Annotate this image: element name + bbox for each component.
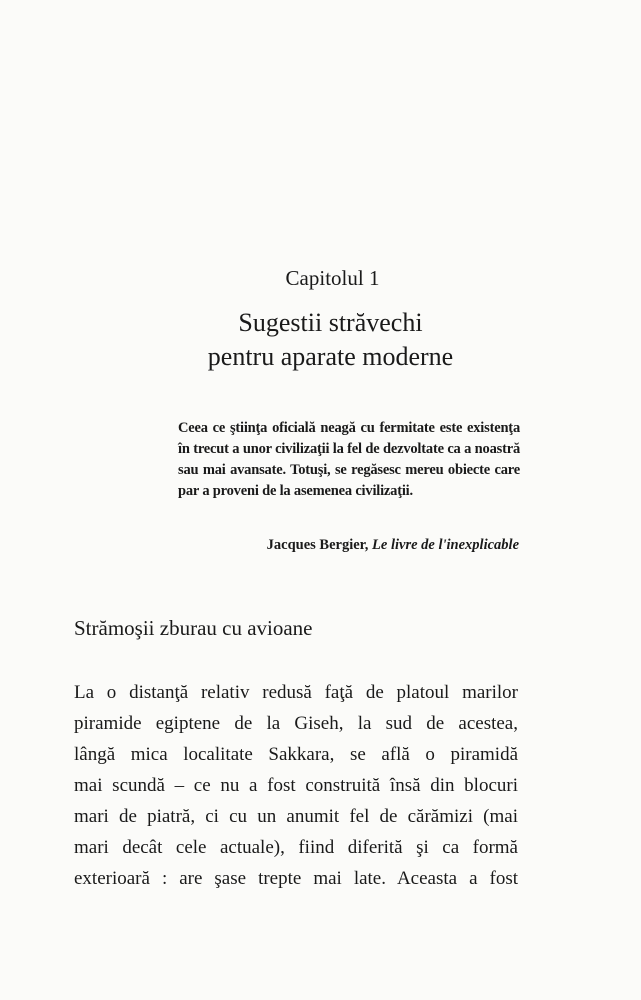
body-line: lângă mica localitate Sakkara, se află o piramidă — [74, 744, 518, 765]
body-line: exterioară : are şase trepte mai late. Aceasta a fost — [74, 868, 518, 889]
chapter-title — [0, 306, 641, 374]
epigraph-work-title: Le livre de l'inexplicable — [372, 537, 519, 553]
body-line: piramide egiptene de la Giseh, la sud de acestea, — [74, 713, 518, 734]
body-line: La o distanţă relativ redusă faţă de platoul marilor — [74, 682, 518, 703]
body-paragraph — [74, 677, 518, 894]
body-line: mai scundă – ce nu a fost construită însă din blocuri — [74, 775, 518, 796]
chapter-title-line: Sugestii străvechi — [238, 308, 423, 337]
section-heading: Strămoşii zburau cu avioane — [74, 616, 313, 640]
body-line: mari de piatră, ci cu un anumit fel de cărămizi (mai — [74, 806, 518, 827]
epigraph-author: Jacques Bergier, — [266, 537, 373, 553]
epigraph-attribution — [178, 537, 519, 554]
epigraph-quote: Ceea ce ştiinţa oficială neagă cu fermitate este existenţa în trecut a unor civilizaţii la fel de dezvoltate ca a noastră sau mai avansate. Totuşi, se regăsesc mereu obiecte care par a proveni de la asemenea civilizaţii. — [178, 420, 520, 499]
chapter-title-line: pentru aparate moderne — [207, 342, 454, 371]
chapter-label: Capitolul 1 — [285, 266, 380, 290]
body-line: mari decât cele actuale), fiind diferită şi ca formă — [74, 837, 518, 858]
